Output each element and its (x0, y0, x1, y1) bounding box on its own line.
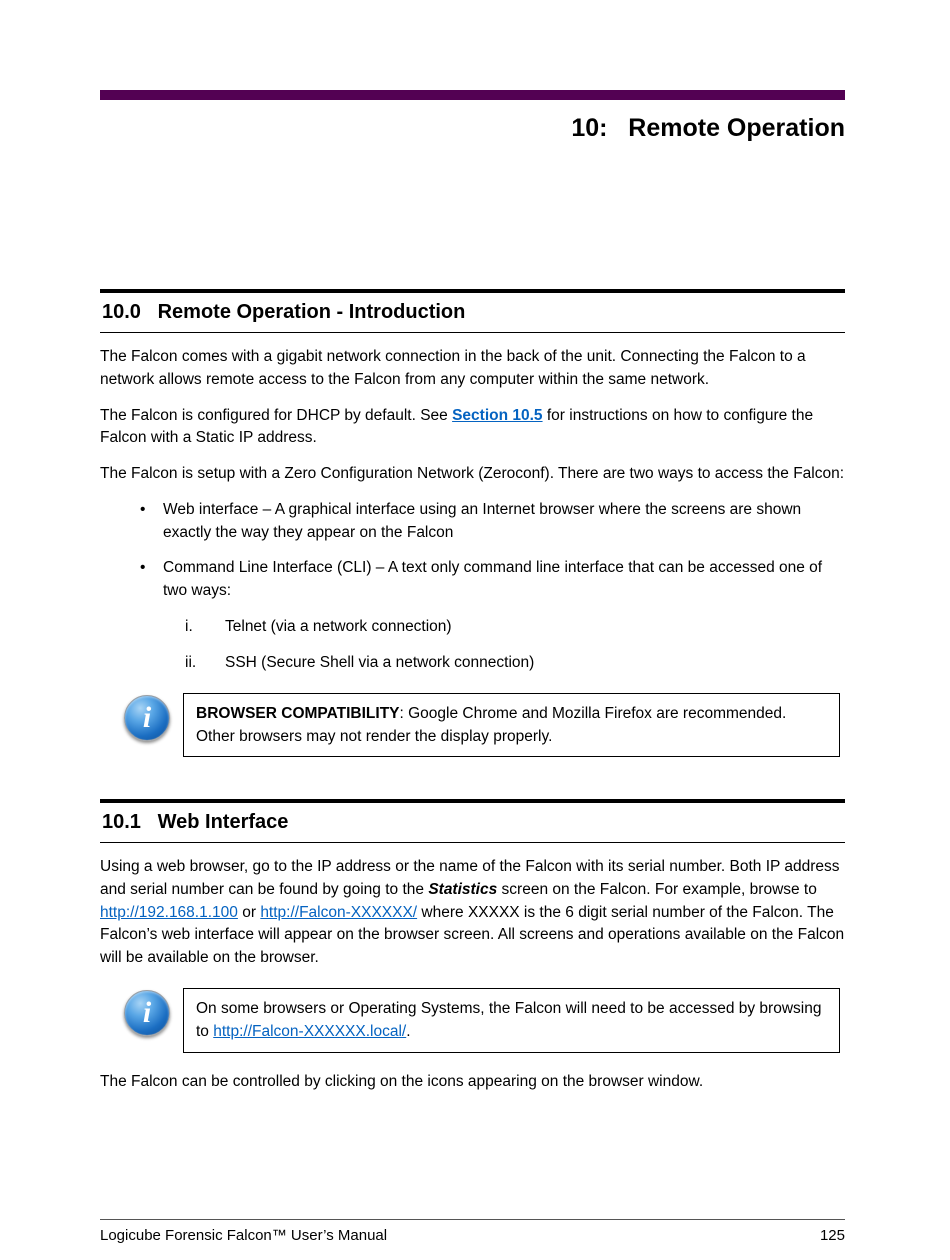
bullet-icon: • (140, 500, 146, 518)
note-text: : Google Chrome and Mozilla Firefox are recommended. Other browsers may not render the display properly. (196, 704, 787, 745)
chapter-accent-bar (100, 90, 845, 100)
page-footer (100, 1219, 845, 1244)
info-icon (124, 695, 170, 741)
paragraph-intro-3: The Falcon is setup with a Zero Configuration Network (Zeroconf). There are two ways to access the Falcon: (100, 465, 845, 483)
list-item-text: Web interface – A graphical interface using an Internet browser where the screens are shown exactly the way they appear on the Falcon (163, 500, 802, 541)
paragraph-web-interface (100, 856, 845, 970)
paragraph-web-control: The Falcon can be controlled by clicking on the icons appearing on the browser window. (100, 1072, 704, 1090)
note-box (183, 693, 840, 758)
note-text: . (406, 1023, 411, 1041)
list-marker: ii. (185, 653, 197, 671)
paragraph-intro-2 (100, 405, 845, 451)
text-segment: where XXXXX is the 6 digit serial number of the Falcon. The Falcon’s web interface will appear on the browser screen. All screens and operations available on the Falcon will be available on the browser. (100, 903, 845, 967)
text-segment: Using a web browser, go to the IP address or the name of the Falcon with its serial number. Both IP address and serial number can be found by going to the (100, 858, 840, 898)
note-local-address (124, 988, 845, 1053)
list-item-text: Telnet (via a network connection) (225, 618, 452, 636)
footer-manual-title: Logicube Forensic Falcon™ User’s Manual (100, 1227, 388, 1244)
paragraph-intro-1: The Falcon comes with a gigabit network connection in the back of the unit. Connecting the Falcon to a network allows remote access to the Falcon from any computer within the same network. (100, 348, 806, 388)
chapter-title: 10: Remote Operation (571, 114, 845, 142)
list-item-text: Command Line Interface (CLI) – A text only command line interface that can be accessed one of two ways: (163, 559, 823, 600)
text-segment: or (237, 903, 261, 921)
info-icon-glyph: i (142, 700, 152, 734)
note-box (183, 988, 840, 1053)
text-segment: The Falcon is configured for DHCP by default. See (100, 406, 453, 424)
info-icon-glyph: i (142, 996, 152, 1029)
statistics-emphasis: Statistics (428, 880, 498, 898)
note-text: On some browsers or Operating Systems, the Falcon will need to be accessed by browsing to (196, 1000, 822, 1041)
info-icon (124, 990, 170, 1036)
list-item-ssh (185, 652, 845, 675)
section-10-1-heading: 10.1 Web Interface (100, 799, 845, 843)
text-segment: screen on the Falcon. For example, browse to (497, 880, 817, 898)
note-title: BROWSER COMPATIBILITY (196, 704, 400, 722)
section-10-0-heading: 10.0 Remote Operation - Introduction (100, 289, 845, 333)
list-item-web-interface (140, 499, 845, 545)
list-marker: i. (185, 618, 193, 636)
list-item-cli (140, 557, 845, 603)
footer-page-number: 125 (819, 1227, 845, 1244)
bullet-icon: • (140, 559, 146, 577)
list-item-telnet (185, 616, 845, 639)
text-segment: for instructions on how to configure the Falcon with a Static IP address. (100, 406, 814, 447)
note-browser-compatibility (124, 693, 845, 758)
link-section-10-5[interactable]: Section 10.5 (452, 406, 543, 424)
link-falcon-hostname[interactable]: http://Falcon-XXXXXX/ (260, 903, 418, 921)
link-ip-address[interactable]: http://192.168.1.100 (100, 903, 238, 921)
link-falcon-local[interactable]: http://Falcon-XXXXXX.local/ (213, 1023, 407, 1041)
list-item-text: SSH (Secure Shell via a network connection) (225, 653, 535, 671)
